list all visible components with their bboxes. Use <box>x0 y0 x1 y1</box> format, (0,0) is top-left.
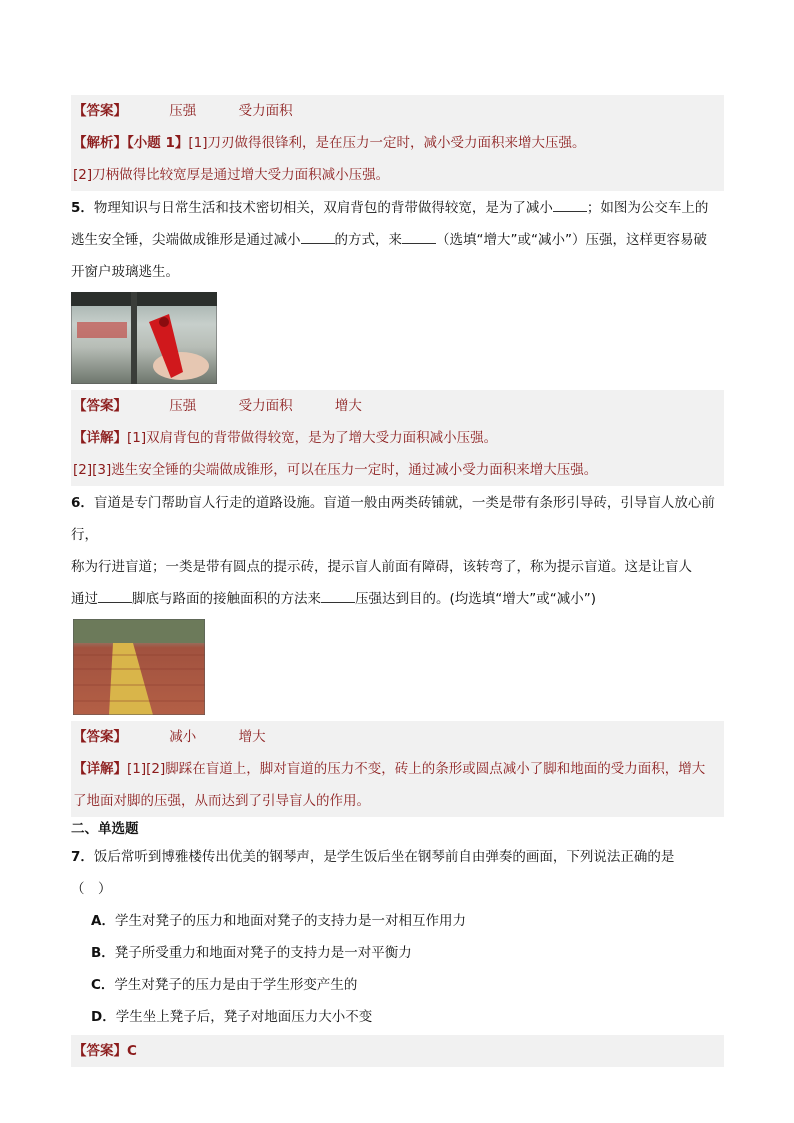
answer-item: 受力面积 <box>238 103 293 119</box>
explanation-tag: 【详解】 <box>73 761 127 777</box>
answer-item: 压强 <box>169 398 197 414</box>
option-c <box>71 969 724 1001</box>
answer-row-q5 <box>71 390 724 422</box>
option-key: B． <box>91 945 115 961</box>
question-number: 7． <box>71 849 94 865</box>
answer-blank <box>553 197 587 212</box>
explanation-line: [2]刀柄做得比较宽厚是通过增大受力面积减小压强。 <box>73 167 390 183</box>
explanation-line: 了地面对脚的压强，从而达到了引导盲人的作用。 <box>73 793 370 809</box>
question-text: 开窗户玻璃逃生。 <box>71 264 179 280</box>
safety-hammer-image <box>71 292 217 384</box>
answer-row-q4 <box>71 95 724 127</box>
question-text: 的方式，来 <box>334 232 402 248</box>
option-b <box>71 937 724 969</box>
answer-tag: 【答案】 <box>73 398 127 414</box>
option-key: A． <box>91 913 115 929</box>
answer-row-q6 <box>71 721 724 753</box>
explanation-line: [2][3]逃生安全锤的尖端做成锥形，可以在压力一定时，通过减小受力面积来增大压强。 <box>73 462 598 478</box>
answer-row-q7 <box>71 1035 724 1067</box>
answer-blank <box>402 229 436 244</box>
answer-item: 受力面积 <box>238 398 293 414</box>
answer-item: 压强 <box>169 103 197 119</box>
answer-blank <box>98 588 132 603</box>
explanation-line: [1][2]脚踩在盲道上，脚对盲道的压力不变，砖上的条形或圆点减小了脚和地面的受力面积，增大 <box>127 761 706 777</box>
option-text: 学生对凳子的压力和地面对凳子的支持力是一对相互作用力 <box>114 913 466 929</box>
answer-tag: 【答案】 <box>73 103 127 119</box>
question-text: 饭后常听到博雅楼传出优美的钢琴声，是学生饭后坐在钢琴前自由弹奏的画面，下列说法正确的是 <box>93 849 675 865</box>
explanation-q5 <box>71 422 724 486</box>
subquestion-tag: 【小题 1】 <box>127 135 189 151</box>
option-key: D． <box>91 1009 116 1025</box>
explanation-line: [1]双肩背包的背带做得较宽，是为了增大受力面积减小压强。 <box>127 430 498 446</box>
explanation-tag: 【详解】 <box>73 430 127 446</box>
question-number: 6． <box>71 495 94 511</box>
question-text: 通过 <box>71 591 98 607</box>
question-text: 脚底与路面的接触面积的方法来 <box>132 591 321 607</box>
question-text: ；如图为公交车上的 <box>586 200 709 216</box>
question-text: 逃生安全锤，尖端做成锥形是通过减小 <box>71 232 301 248</box>
question-7 <box>71 841 724 905</box>
answer-tag: 【答案】 <box>73 1043 127 1059</box>
answer-tag: 【答案】 <box>73 729 127 745</box>
answer-item: 增大 <box>238 729 266 745</box>
answer-blank <box>301 229 335 244</box>
question-text: （ ） <box>71 881 112 897</box>
explanation-q4 <box>71 127 724 191</box>
question-text: （选填“增大”或“减小”）压强，这样更容易破 <box>436 232 707 248</box>
option-text: 凳子所受重力和地面对凳子的支持力是一对平衡力 <box>114 945 412 961</box>
answer-item: 增大 <box>334 398 362 414</box>
tactile-paving-image <box>73 619 205 715</box>
answer-item: 减小 <box>169 729 197 745</box>
answer-blank <box>321 588 355 603</box>
option-text: 学生对凳子的压力是由于学生形变产生的 <box>114 977 358 993</box>
option-d <box>71 1001 724 1033</box>
section-heading: 二、单选题 <box>71 821 139 837</box>
question-text: 物理知识与日常生活和技术密切相关，双肩背包的背带做得较宽，是为了减小 <box>93 200 553 216</box>
question-text: 压强达到目的。(均选填“增大”或“减小”) <box>355 591 597 607</box>
explanation-tag: 【解析】 <box>73 135 127 151</box>
option-text: 学生坐上凳子后，凳子对地面压力大小不变 <box>115 1009 373 1025</box>
explanation-q6 <box>71 753 724 817</box>
question-text: 盲道是专门帮助盲人行走的道路设施。盲道一般由两类砖铺就，一类是带有条形引导砖，引导盲人放心前行， <box>71 495 715 543</box>
question-5 <box>71 192 724 288</box>
option-key: C． <box>91 977 115 993</box>
answer-value: C <box>127 1043 137 1059</box>
question-text: 称为行进盲道；一类是带有圆点的提示砖，提示盲人前面有障碍，该转弯了，称为提示盲道。这是让盲人 <box>71 559 692 575</box>
option-a <box>71 905 724 937</box>
worksheet-page <box>71 95 724 1067</box>
explanation-line: [1]刀刃做得很锋利，是在压力一定时，减小受力面积来增大压强。 <box>188 135 586 151</box>
question-6 <box>71 487 724 615</box>
question-number: 5． <box>71 200 94 216</box>
